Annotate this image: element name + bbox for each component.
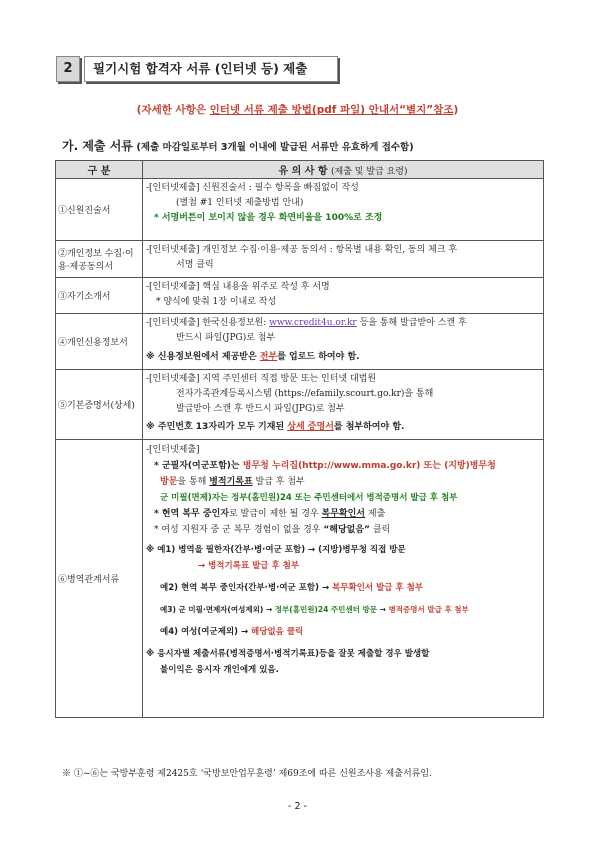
subheading-detail: (제출 마감일로부터 3개월 이내에 발급된 서류만 유효하게 접수함) <box>136 142 414 153</box>
row-text-underlined: 병적기록표 <box>209 477 253 487</box>
row-text-red: 병무청 누리집(http://www.mma.go.kr) 또는 (지방)병무청 <box>242 461 496 471</box>
notice-open: (자세한 사항은 <box>136 104 210 116</box>
row-text: 등을 통해 발급받아 스캔 후 <box>356 318 467 328</box>
row-content <box>143 370 544 440</box>
table-header-row <box>56 161 544 179</box>
row-text: → <box>377 605 389 614</box>
row-content <box>143 179 544 241</box>
header-category: 구 분 <box>56 161 143 179</box>
row-text: 제출 <box>365 509 386 519</box>
notice-line <box>0 102 595 117</box>
row-note: * 서명버튼이 보이지 않을 경우 화면비율을 100%로 조정 <box>154 213 383 223</box>
row-line <box>146 596 540 618</box>
row-note-text: 를 업로드 하여야 함. <box>277 352 360 362</box>
row-line: -[인터넷제출] 신원진술서 : 필수 항목을 빠짐없이 작성 <box>146 183 359 193</box>
row-text: 예4) 여성(여군제외) → <box>160 627 252 637</box>
row-text-bold: “해당없음” <box>323 525 370 535</box>
row-note-emphasis: 상세 증명서 <box>287 422 334 432</box>
row-note-emphasis: 전부 <box>259 352 278 362</box>
row-text: 예2) 현역 복무 중인자(간부·병·여군 포함) → <box>160 583 333 593</box>
row-line: ※ 예1) 병역을 필한자(간부·병·여군 포함) → (지방)병무청 직접 방문 <box>146 545 406 555</box>
header-notes-title: 유 의 사 항 <box>278 166 328 177</box>
row-line: -[인터넷제출] 지역 주민센터 직접 방문 또는 인터넷 대법원 <box>146 374 377 384</box>
row-line: * 양식에 맞춰 1장 이내로 작성 <box>156 297 277 307</box>
documents-table <box>55 160 544 718</box>
row-text: 클릭 <box>369 525 391 535</box>
notice-close: ) <box>453 104 459 116</box>
table-row <box>56 179 544 241</box>
row-label: ③자기소개서 <box>56 278 143 314</box>
row-note-text: ※ 주민번호 13자리가 모두 기재된 <box>146 422 288 432</box>
page-number: - 2 - <box>288 801 307 812</box>
row-line <box>146 618 540 640</box>
row-content <box>143 440 544 718</box>
row-line <box>146 522 540 538</box>
row-text: -[인터넷제출] 한국신용정보원: <box>146 318 270 328</box>
row-line: 불이익은 응시자 개인에게 있음. <box>160 665 279 675</box>
row-text-bold: * 현역 복무 중인자 <box>154 509 229 519</box>
row-line: ※ 응시자별 제출서류(병적증명서·병적기록표)등을 잘못 제출할 경우 발생할 <box>146 649 430 659</box>
row-line <box>146 574 540 596</box>
subheading <box>62 137 414 154</box>
row-content <box>143 241 544 278</box>
row-note <box>146 346 540 365</box>
row-line: (별첨 #1 인터넷 제출방법 안내) <box>176 198 304 208</box>
row-line <box>146 458 540 474</box>
row-content <box>143 314 544 370</box>
section-heading <box>56 56 330 82</box>
row-note <box>146 417 540 435</box>
section-title: 필기시험 합격자 서류 (인터넷 등) 제출 <box>84 56 338 82</box>
row-line-green: 군 미필(면제)자는 정부(홈민원)24 또는 주민센터에서 병적증명서 발급 후 첨부 <box>160 493 458 503</box>
row-content <box>143 278 544 314</box>
row-text: 을 통해 <box>177 477 210 487</box>
row-line: -[인터넷제출] <box>146 445 200 455</box>
section-number: 2 <box>56 56 80 82</box>
row-text-red: 복무확인서 발급 후 첨부 <box>332 583 424 593</box>
row-text: 예3) 군 미필·면제자(여성제외) → <box>160 605 275 614</box>
table-row <box>56 440 544 718</box>
row-label: ⑤기본증명서(상세) <box>56 370 143 440</box>
row-note-text: 를 첨부하여야 함. <box>333 422 405 432</box>
row-label: ④개인신용정보서 <box>56 314 143 370</box>
table-row <box>56 314 544 370</box>
row-line: 전자가족관계등록시스템 (https://efamily.scourt.go.kr)을 통해 <box>176 389 434 399</box>
row-text: * 여성 지원자 중 군 복무 경험이 없을 경우 <box>154 525 324 535</box>
credit-site-link[interactable]: www.credit4u.or.kr <box>269 318 357 328</box>
header-notes-sub: (제출 및 발급 요령) <box>331 167 408 177</box>
row-line-red: → 병적기록표 발급 후 첨부 <box>198 561 300 571</box>
row-label: ①신원진술서 <box>56 179 143 241</box>
footnote: ※ ①~⑥는 국방부훈령 제2425호 ‘국방보안업무훈령’ 제69조에 따른 신원조사용 제출서류임. <box>62 769 432 779</box>
row-text: 발급 후 첨부 <box>252 477 305 487</box>
row-text: 로 발급이 제한 될 경우 <box>228 509 322 519</box>
row-line <box>146 474 540 490</box>
table-row <box>56 241 544 278</box>
row-line: 반드시 파일(JPG)로 첨부 <box>176 333 276 343</box>
row-line: -[인터넷제출] 개인정보 수집·이용·제공 동의서 : 항목별 내용 확인, 동의 체크 후 <box>146 245 458 255</box>
row-label: ②개인정보 수집·이용·제공동의서 <box>56 241 143 278</box>
row-text-red: 병적증명서 발급 후 첨부 <box>388 605 469 614</box>
row-label: ⑥병역관계서류 <box>56 440 143 718</box>
row-text-green: 정부(홈민원)24 주민센터 방문 <box>274 605 377 614</box>
row-note-text: ※ 신용정보원에서 제공받은 <box>146 352 260 362</box>
row-line <box>146 316 540 331</box>
subheading-lead: 가. 제출 서류 <box>62 139 133 153</box>
table-row <box>56 370 544 440</box>
notice-underlined: 인터넷 서류 제출 방법(pdf 파일) 안내서“별지”참조 <box>209 104 454 116</box>
row-line <box>146 506 540 522</box>
table-row <box>56 278 544 314</box>
row-text: * 군필자(여군포함)는 <box>154 461 243 471</box>
row-line: -[인터넷제출] 핵심 내용을 위주로 작성 후 서명 <box>146 282 330 292</box>
header-notes <box>143 161 544 179</box>
row-line: 발급받아 스캔 후 반드시 파일(JPG)로 첨부 <box>176 404 345 414</box>
row-text-underlined: 복무확인서 <box>321 509 366 519</box>
row-text-red: 해당없음 클릭 <box>251 627 304 637</box>
row-line: 서명 클릭 <box>176 260 214 270</box>
row-text-red: 방문 <box>160 477 178 487</box>
